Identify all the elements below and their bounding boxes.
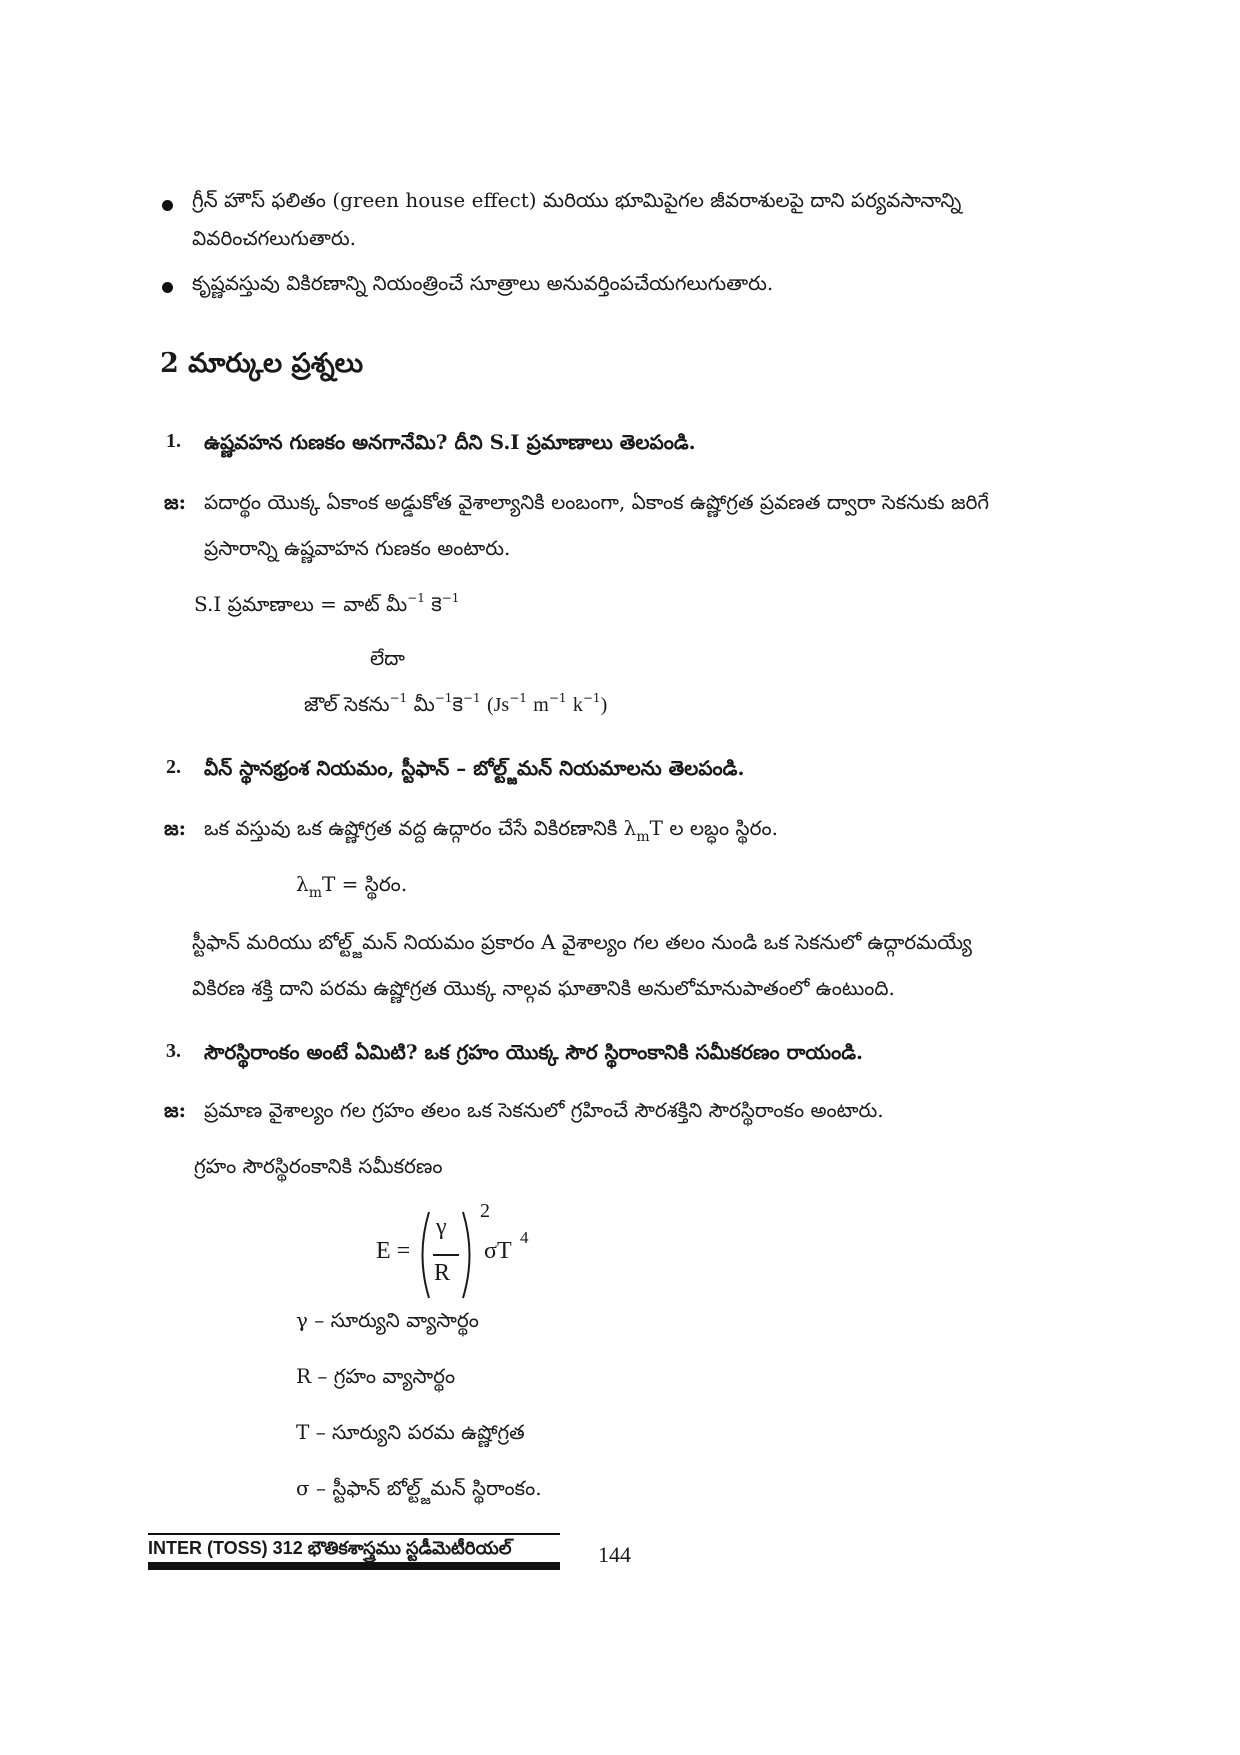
definition-sigma: σ – స్టీఫాన్ బోల్ట్జ్‌మన్ స్థిరాంకం.: [296, 1476, 542, 1500]
or-text: లేదా: [370, 646, 405, 670]
bullet-1-line-2: వివరించగలుగుతారు.: [192, 226, 356, 250]
right-paren: [460, 1210, 478, 1300]
definition-gamma: γ – సూర్యుని వ్యాసార్థం: [296, 1308, 479, 1332]
stefan-para-line-2: వికిరణ శక్తి దాని పరమ ఉష్ణోగ్రత యొక్క నాల్గవ ఘాతానికి అనులోమానుపాతంలో ఉంటుంది.: [192, 976, 895, 1000]
bullet-1-line-1: గ్రీన్ హౌస్ ఫలితం (green house effect) మరియు భూమిపైగల జీవరాశులపై దాని పర్యవసానాన్ని: [192, 188, 962, 212]
formula-rhs-power: 4: [520, 1228, 529, 1247]
exponent: −1: [462, 691, 481, 705]
exponent: −1: [407, 591, 425, 605]
fraction-denominator: R: [434, 1260, 451, 1286]
si-units-kelvin: కె: [431, 592, 442, 616]
lambda-symbol: λ: [296, 872, 309, 896]
solar-constant-formula: [376, 1200, 616, 1310]
formula-rhs: σT: [484, 1238, 512, 1264]
alt-latin-close: ): [600, 694, 608, 716]
alt-k: కె: [452, 692, 463, 716]
exponent: −1: [389, 691, 408, 705]
answer-marker: జ:: [164, 490, 187, 514]
definition-r: R – గ్రహం వ్యాసార్థం: [296, 1364, 456, 1388]
footer-rule-top: [148, 1533, 560, 1535]
answer-3-line: ప్రమాణ వైశాల్యం గల గ్రహం తలం ఒక సెకనులో గ్రహించే సౌరశక్తిని సౌరస్థిరాంకం అంటారు.: [204, 1098, 884, 1122]
question-3-number: 3.: [166, 1040, 181, 1062]
bullet-dot: [162, 282, 173, 293]
answer-2-pre: ఒక వస్తువు ఒక ఉష్ణోగ్రత వద్ద ఉద్గారం చేసే వికిరణానికి λ: [204, 816, 637, 840]
exponent: −1: [441, 591, 460, 605]
question-1-text: ఉష్ణవహన గుణకం అనగానేమి? దీని S.I ప్రమాణాలు తెలపండి.: [204, 430, 696, 454]
fraction-bar: [433, 1254, 459, 1256]
si-units-prefix: S.I ప్రమాణాలు = వాట్ మీ: [194, 592, 408, 616]
subscript-m: m: [636, 829, 650, 845]
fraction-numerator: γ: [436, 1214, 447, 1240]
wien-equation: [296, 872, 408, 901]
answer-2-line: [204, 816, 778, 845]
question-1-number: 1.: [166, 430, 181, 452]
question-3-text: సౌరస్థిరాంకం అంటే ఏమిటి? ఒక గ్రహం యొక్క సౌర స్థిరాంకానికి సమీకరణం రాయండి.: [204, 1040, 863, 1064]
answer-2-post: T ల లబ్ధం స్థిరం.: [649, 816, 778, 840]
exponent: −1: [434, 691, 453, 705]
exponent: −1: [582, 691, 601, 705]
bullet-2-line-1: కృష్ణవస్తువు వికిరణాన్ని నియంత్రించే సూత్రాలు అనువర్తింపచేయగలుగుతారు.: [192, 271, 774, 295]
alt-latin-k: k: [572, 694, 583, 716]
answer-1-line-1: పదార్థం యొక్క ఏకాంక అడ్డుకోత వైశాల్యానికి లంబంగా, ఏకాంక ఉష్ణోగ్రత ప్రవణత ద్వారా సెకనుకు జరిగే: [204, 490, 990, 514]
formula-power: 2: [480, 1200, 490, 1222]
answer-marker: జ:: [164, 816, 187, 840]
bullet-dot: [162, 200, 173, 211]
question-2-text: వీన్ స్థానభ్రంశ నియమం, స్టీఫాన్ – బోల్ట్జ్‌మన్ నియమాలను తెలపండి.: [204, 756, 745, 780]
si-units-line: [194, 592, 459, 616]
answer-marker: జ:: [164, 1098, 187, 1122]
alt-latin-m: m: [533, 694, 549, 716]
exponent: −1: [548, 691, 567, 705]
alt-latin-open: (Js: [486, 694, 510, 716]
formula-lhs: E =: [376, 1238, 411, 1264]
exponent: −1: [509, 691, 527, 705]
si-units-alt-line: [304, 692, 607, 717]
footer-rule-bottom: [148, 1562, 560, 1570]
stefan-para-line-1: స్టీఫాన్ మరియు బోల్ట్జ్‌మన్ నియమం ప్రకారం A వైశాల్యం గల తలం నుండి ఒక సెకనులో ఉద్గారమయ్యే: [192, 930, 972, 954]
footer-label: INTER (TOSS) 312 భౌతికశాస్త్రము స్టడీమెటీరియల్: [148, 1538, 512, 1558]
alt-mi: మీ: [413, 692, 435, 716]
section-heading: 2 మార్కుల ప్రశ్నలు: [160, 348, 364, 379]
answer-1-line-2: ప్రసారాన్ని ఉష్ణవాహన గుణకం అంటారు.: [204, 536, 511, 560]
alt-joule: జౌల్ సెకను: [304, 692, 390, 716]
left-paren: [414, 1210, 432, 1300]
equation-intro: గ్రహం సౌరస్థిరంకానికి సమీకరణం: [194, 1154, 443, 1178]
subscript-m: m: [308, 885, 322, 901]
question-2-number: 2.: [166, 756, 181, 778]
wien-equation-rest: T = స్థిరం.: [321, 872, 408, 896]
page-number: 144: [598, 1542, 631, 1567]
definition-t: T – సూర్యుని పరమ ఉష్ణోగ్రత: [296, 1420, 525, 1444]
